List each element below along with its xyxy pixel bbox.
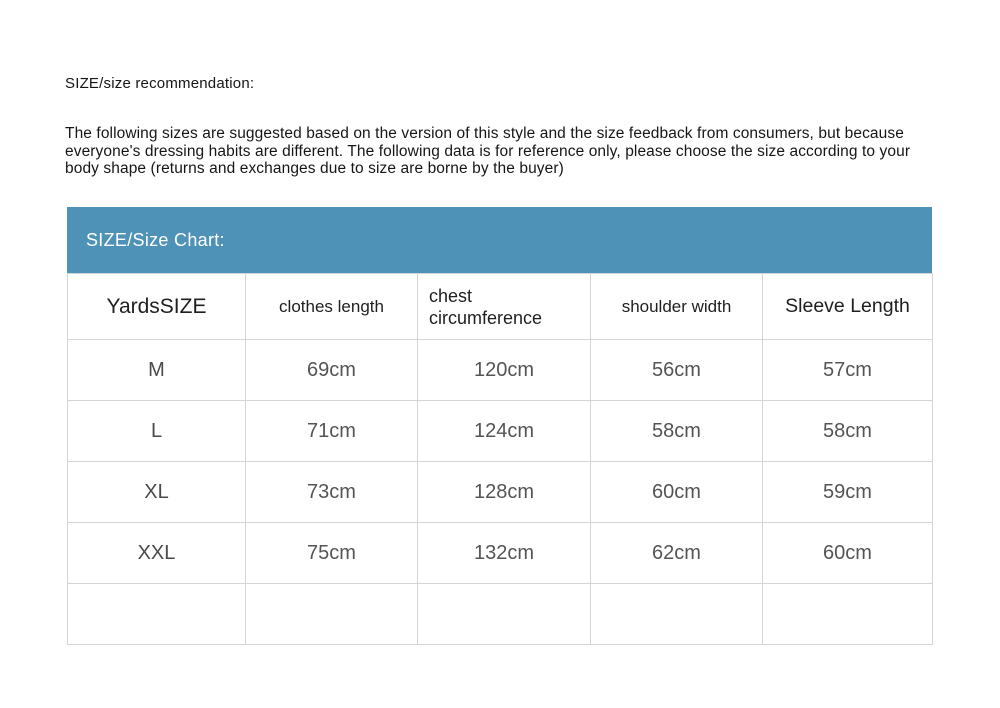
cell-shoulder-width: 56cm bbox=[591, 340, 763, 401]
cell-sleeve-length: 58cm bbox=[763, 401, 933, 462]
table-row-xxl bbox=[68, 523, 933, 584]
cell-clothes-length: 73cm bbox=[246, 462, 418, 523]
cell-clothes-length bbox=[246, 584, 418, 645]
cell-shoulder-width: 58cm bbox=[591, 401, 763, 462]
cell-chest-circumference: 128cm bbox=[418, 462, 591, 523]
cell-shoulder-width: 62cm bbox=[591, 523, 763, 584]
size-chart-banner bbox=[67, 207, 932, 273]
table-header-row bbox=[68, 274, 933, 340]
size-chart-banner-title: SIZE/Size Chart: bbox=[86, 229, 225, 250]
column-header-size: YardsSIZE bbox=[68, 274, 246, 340]
column-header-shoulder-width: shoulder width bbox=[591, 274, 763, 340]
cell-sleeve-length bbox=[763, 584, 933, 645]
cell-size: M bbox=[68, 340, 246, 401]
table-row-xl bbox=[68, 462, 933, 523]
cell-chest-circumference: 132cm bbox=[418, 523, 591, 584]
cell-clothes-length: 71cm bbox=[246, 401, 418, 462]
cell-size: L bbox=[68, 401, 246, 462]
cell-clothes-length: 75cm bbox=[246, 523, 418, 584]
size-chart-table bbox=[67, 273, 933, 645]
column-header-sleeve-length: Sleeve Length bbox=[763, 274, 933, 340]
column-header-chest-circumference: chest circumference bbox=[418, 274, 591, 340]
cell-size bbox=[68, 584, 246, 645]
table-row-m bbox=[68, 340, 933, 401]
cell-size: XXL bbox=[68, 523, 246, 584]
cell-sleeve-length: 59cm bbox=[763, 462, 933, 523]
cell-chest-circumference: 124cm bbox=[418, 401, 591, 462]
cell-shoulder-width bbox=[591, 584, 763, 645]
cell-chest-circumference: 120cm bbox=[418, 340, 591, 401]
cell-shoulder-width: 60cm bbox=[591, 462, 763, 523]
column-header-clothes-length: clothes length bbox=[246, 274, 418, 340]
table-row-l bbox=[68, 401, 933, 462]
cell-clothes-length: 69cm bbox=[246, 340, 418, 401]
cell-chest-circumference bbox=[418, 584, 591, 645]
page-title: SIZE/size recommendation: bbox=[65, 75, 255, 92]
cell-size: XL bbox=[68, 462, 246, 523]
cell-sleeve-length: 57cm bbox=[763, 340, 933, 401]
table-row-empty bbox=[68, 584, 933, 645]
cell-sleeve-length: 60cm bbox=[763, 523, 933, 584]
size-description-paragraph: The following sizes are suggested based on the version of this style and the size feedback from consumers, but because everyone's dressing habits are different. The following data is for reference only, please choose the size according to your body shape (returns and exchanges due to size are borne by the buyer) bbox=[65, 125, 911, 177]
